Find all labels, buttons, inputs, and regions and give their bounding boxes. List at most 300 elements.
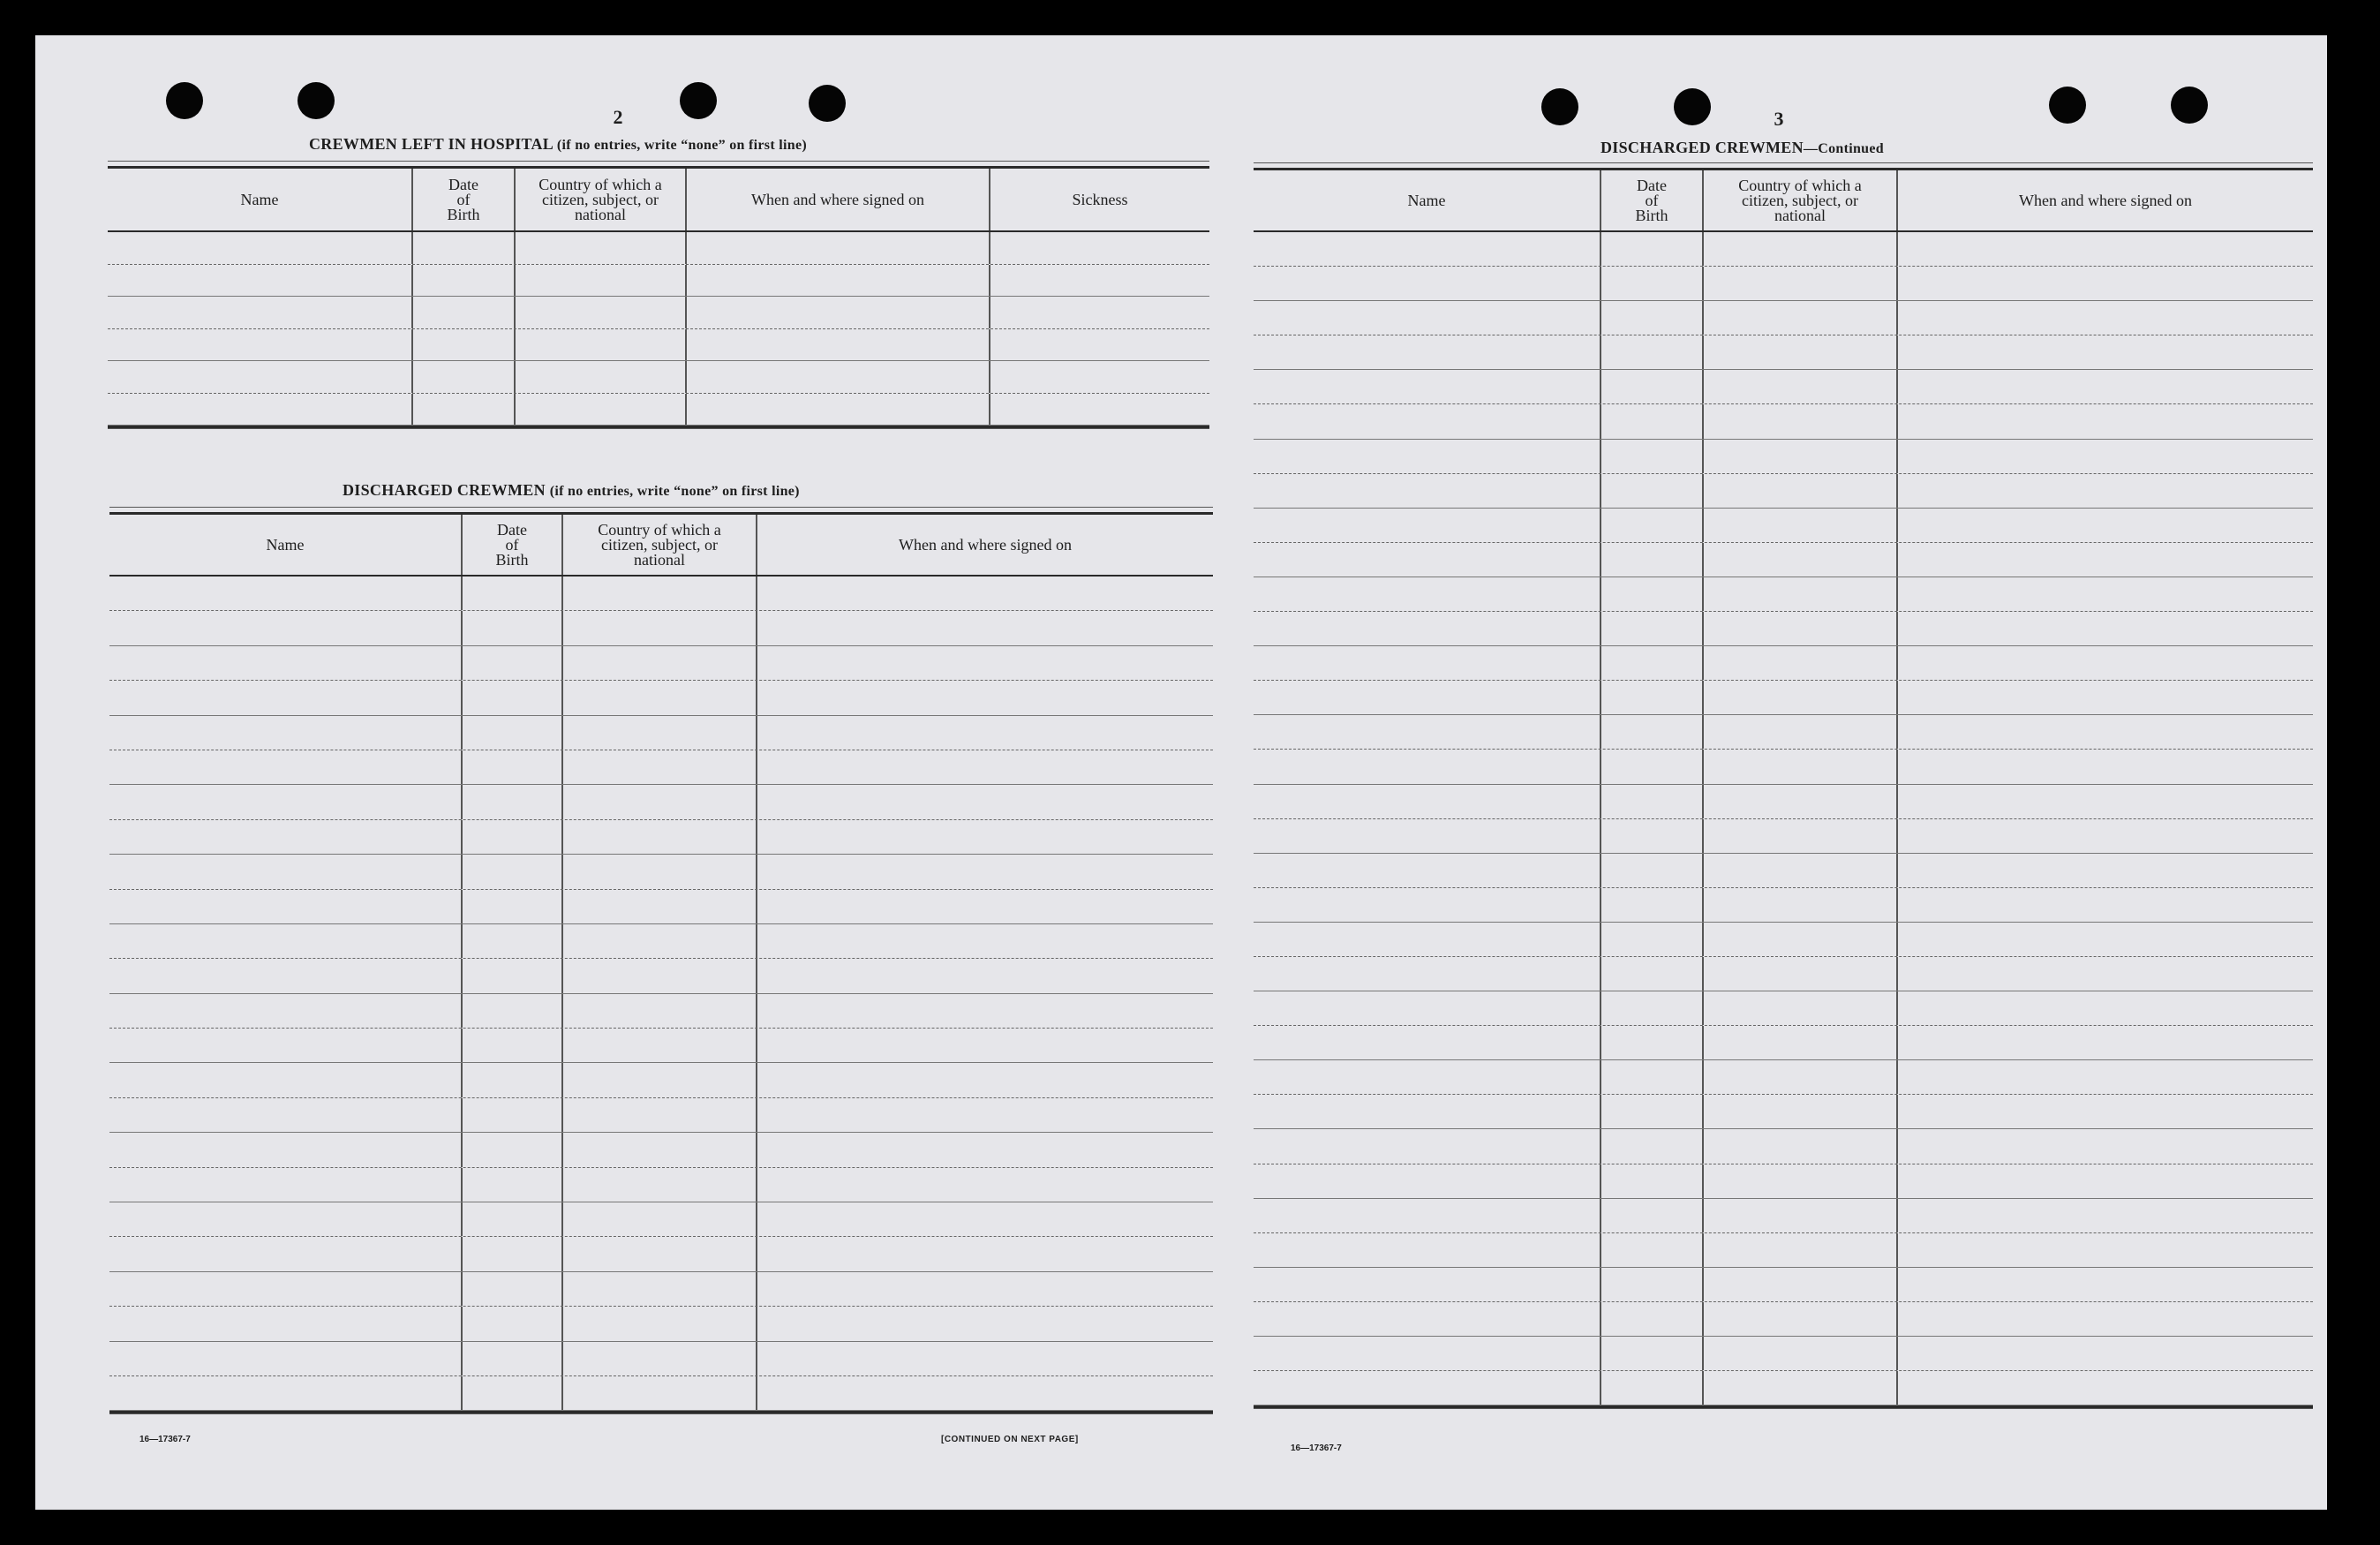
entry-cell[interactable] (1896, 440, 2313, 473)
entry-cell[interactable] (1702, 1164, 1896, 1198)
entry-cell[interactable] (756, 1063, 1213, 1097)
entry-cell[interactable] (1896, 1060, 2313, 1094)
entry-cell[interactable] (514, 329, 685, 361)
entry-cell[interactable] (1254, 1164, 1600, 1198)
entry-cell[interactable] (461, 1342, 561, 1375)
entry-cell[interactable] (1896, 991, 2313, 1025)
entry-cell[interactable] (108, 265, 411, 297)
entry-cell[interactable] (561, 1063, 756, 1097)
entry-cell[interactable] (1896, 854, 2313, 887)
entry-cell[interactable] (411, 329, 514, 361)
entry-cell[interactable] (461, 890, 561, 923)
table-row (109, 785, 1213, 819)
entry-cell[interactable] (756, 1133, 1213, 1166)
entry-cell[interactable] (1254, 404, 1600, 438)
entry-cell[interactable] (1600, 819, 1702, 853)
entry-cell[interactable] (685, 265, 989, 297)
entry-cell[interactable] (1702, 819, 1896, 853)
entry-cell[interactable] (1702, 1302, 1896, 1336)
entry-cell[interactable] (756, 1307, 1213, 1340)
entry-cell[interactable] (756, 785, 1213, 818)
entry-cell[interactable] (756, 924, 1213, 958)
entry-cell[interactable] (756, 820, 1213, 854)
punch-hole-icon (1541, 88, 1578, 125)
entry-cell[interactable] (1254, 646, 1600, 680)
entry-cell[interactable] (461, 1307, 561, 1340)
entry-cell[interactable] (1896, 785, 2313, 818)
entry-cell[interactable] (411, 394, 514, 426)
entry-cell[interactable] (1600, 923, 1702, 956)
table-row (1254, 1371, 2313, 1406)
entry-cell[interactable] (1600, 1199, 1702, 1232)
table-row (109, 681, 1213, 715)
entry-cell[interactable] (1702, 1233, 1896, 1267)
entry-cell[interactable] (1896, 1371, 2313, 1405)
entry-cell[interactable] (561, 577, 756, 610)
entry-cell[interactable] (1702, 612, 1896, 645)
entry-cell[interactable] (561, 1133, 756, 1166)
entry-cell[interactable] (561, 1307, 756, 1340)
entry-cell[interactable] (1254, 267, 1600, 300)
entry-cell[interactable] (108, 394, 411, 426)
entry-cell[interactable] (109, 1272, 461, 1306)
entry-cell[interactable] (1254, 301, 1600, 335)
entry-cell[interactable] (411, 297, 514, 328)
entry-cell[interactable] (756, 890, 1213, 923)
entry-cell[interactable] (685, 361, 989, 393)
entry-cell[interactable] (514, 232, 685, 264)
entry-cell[interactable] (461, 1202, 561, 1236)
entry-cell[interactable] (1254, 335, 1600, 369)
discharged-table (109, 512, 1213, 1414)
table-row (1254, 404, 2313, 439)
table-body (109, 577, 1213, 1411)
entry-cell[interactable] (1254, 1233, 1600, 1267)
entry-cell[interactable] (1896, 715, 2313, 749)
entry-cell[interactable] (1600, 715, 1702, 749)
entry-cell[interactable] (1600, 1233, 1702, 1267)
entry-cell[interactable] (1896, 1302, 2313, 1336)
entry-cell[interactable] (756, 716, 1213, 750)
entry-cell[interactable] (756, 1168, 1213, 1202)
entry-cell[interactable] (109, 1063, 461, 1097)
entry-cell[interactable] (514, 361, 685, 393)
entry-cell[interactable] (756, 1029, 1213, 1062)
entry-cell[interactable] (461, 1133, 561, 1166)
entry-cell[interactable] (461, 646, 561, 680)
entry-cell[interactable] (461, 959, 561, 992)
entry-cell[interactable] (109, 1376, 461, 1410)
entry-cell[interactable] (1896, 1095, 2313, 1128)
entry-cell[interactable] (109, 611, 461, 644)
entry-cell[interactable] (1254, 923, 1600, 956)
table-row (1254, 232, 2313, 267)
entry-cell[interactable] (1600, 991, 1702, 1025)
entry-cell[interactable] (109, 959, 461, 992)
entry-cell[interactable] (1600, 888, 1702, 922)
entry-cell[interactable] (461, 716, 561, 750)
entry-cell[interactable] (1600, 1060, 1702, 1094)
entry-cell[interactable] (1254, 681, 1600, 714)
entry-cell[interactable] (989, 232, 1209, 264)
table-row (1254, 1164, 2313, 1199)
entry-cell[interactable] (561, 750, 756, 784)
entry-cell[interactable] (989, 297, 1209, 328)
entry-cell[interactable] (109, 1202, 461, 1236)
entry-cell[interactable] (109, 855, 461, 888)
table-row (1254, 474, 2313, 509)
entry-cell[interactable] (756, 1376, 1213, 1410)
column-header: When and where signed on (685, 169, 989, 230)
entry-cell[interactable] (461, 785, 561, 818)
entry-cell[interactable] (461, 1376, 561, 1410)
entry-cell[interactable] (1600, 612, 1702, 645)
entry-cell[interactable] (1254, 543, 1600, 577)
entry-cell[interactable] (1600, 404, 1702, 438)
column-header: Country of which a citizen, subject, or national (561, 515, 756, 575)
table-row (109, 1202, 1213, 1237)
entry-cell[interactable] (461, 681, 561, 714)
entry-cell[interactable] (561, 785, 756, 818)
entry-cell[interactable] (1254, 370, 1600, 403)
entry-cell[interactable] (1600, 1337, 1702, 1370)
entry-cell[interactable] (514, 297, 685, 328)
entry-cell[interactable] (756, 577, 1213, 610)
entry-cell[interactable] (1600, 1095, 1702, 1128)
entry-cell[interactable] (1702, 1199, 1896, 1232)
entry-cell[interactable] (989, 394, 1209, 426)
entry-cell[interactable] (756, 646, 1213, 680)
entry-cell[interactable] (756, 1272, 1213, 1306)
entry-cell[interactable] (461, 1272, 561, 1306)
entry-cell[interactable] (1896, 232, 2313, 266)
entry-cell[interactable] (1702, 543, 1896, 577)
entry-cell[interactable] (1254, 1268, 1600, 1301)
entry-cell[interactable] (461, 577, 561, 610)
entry-cell[interactable] (1254, 991, 1600, 1025)
entry-cell[interactable] (461, 1098, 561, 1132)
entry-cell[interactable] (1600, 370, 1702, 403)
entry-cell[interactable] (1896, 474, 2313, 508)
entry-cell[interactable] (1600, 1026, 1702, 1059)
entry-cell[interactable] (1702, 785, 1896, 818)
entry-cell[interactable] (561, 959, 756, 992)
entry-cell[interactable] (1600, 232, 1702, 266)
entry-cell[interactable] (1254, 1129, 1600, 1163)
table-row (109, 716, 1213, 750)
entry-cell[interactable] (561, 681, 756, 714)
entry-cell[interactable] (1600, 681, 1702, 714)
entry-cell[interactable] (461, 1029, 561, 1062)
table-header (1254, 170, 2313, 232)
entry-cell[interactable] (1254, 509, 1600, 542)
entry-cell[interactable] (561, 1237, 756, 1270)
entry-cell[interactable] (1702, 577, 1896, 611)
entry-cell[interactable] (109, 924, 461, 958)
column-header: Date of Birth (1600, 170, 1702, 230)
entry-cell[interactable] (1254, 1302, 1600, 1336)
entry-cell[interactable] (1600, 577, 1702, 611)
entry-cell[interactable] (411, 361, 514, 393)
entry-cell[interactable] (561, 716, 756, 750)
punch-hole-icon (680, 82, 717, 119)
entry-cell[interactable] (1600, 854, 1702, 887)
table-row (1254, 957, 2313, 991)
entry-cell[interactable] (461, 1063, 561, 1097)
entry-cell[interactable] (109, 1029, 461, 1062)
entry-cell[interactable] (1702, 1060, 1896, 1094)
table-row (109, 1307, 1213, 1341)
entry-cell[interactable] (109, 716, 461, 750)
discharged-title-text: DISCHARGED CREWMEN (343, 481, 546, 499)
entry-cell[interactable] (1254, 785, 1600, 818)
entry-cell[interactable] (461, 611, 561, 644)
entry-cell[interactable] (1896, 681, 2313, 714)
entry-cell[interactable] (1896, 957, 2313, 991)
entry-cell[interactable] (561, 611, 756, 644)
entry-cell[interactable] (1600, 1129, 1702, 1163)
entry-cell[interactable] (1896, 370, 2313, 403)
entry-cell[interactable] (1254, 819, 1600, 853)
entry-cell[interactable] (1896, 1026, 2313, 1059)
entry-cell[interactable] (109, 1098, 461, 1132)
entry-cell[interactable] (109, 577, 461, 610)
column-header: Name (240, 190, 279, 208)
entry-cell[interactable] (1600, 267, 1702, 300)
table-body (1254, 232, 2313, 1406)
entry-cell[interactable] (561, 1168, 756, 1202)
entry-cell[interactable] (1254, 1095, 1600, 1128)
entry-cell[interactable] (461, 855, 561, 888)
entry-cell[interactable] (1600, 440, 1702, 473)
entry-cell[interactable] (109, 1342, 461, 1375)
entry-cell[interactable] (1600, 750, 1702, 783)
entry-cell[interactable] (685, 297, 989, 328)
entry-cell[interactable] (756, 1098, 1213, 1132)
entry-cell[interactable] (461, 994, 561, 1028)
entry-cell[interactable] (685, 232, 989, 264)
entry-cell[interactable] (1896, 1268, 2313, 1301)
entry-cell[interactable] (1600, 1371, 1702, 1405)
entry-cell[interactable] (411, 265, 514, 297)
entry-cell[interactable] (109, 994, 461, 1028)
entry-cell[interactable] (1702, 404, 1896, 438)
entry-cell[interactable] (1254, 715, 1600, 749)
page-number: 3 (1774, 108, 1784, 130)
table-row (1254, 543, 2313, 577)
table-row (108, 265, 1209, 298)
entry-cell[interactable] (1702, 750, 1896, 783)
hospital-title-note: (if no entries, write “none” on first line) (556, 138, 807, 153)
entry-cell[interactable] (1254, 854, 1600, 887)
table-row (1254, 819, 2313, 854)
entry-cell[interactable] (109, 1237, 461, 1270)
entry-cell[interactable] (1254, 440, 1600, 473)
entry-cell[interactable] (109, 646, 461, 680)
entry-cell[interactable] (1702, 1371, 1896, 1405)
entry-cell[interactable] (1254, 1337, 1600, 1370)
entry-cell[interactable] (1702, 1026, 1896, 1059)
entry-cell[interactable] (1254, 1199, 1600, 1232)
entry-cell[interactable] (1254, 474, 1600, 508)
column-header: Name (1407, 191, 1446, 209)
entry-cell[interactable] (514, 394, 685, 426)
entry-cell[interactable] (1702, 1337, 1896, 1370)
entry-cell[interactable] (461, 924, 561, 958)
entry-cell[interactable] (561, 1376, 756, 1410)
table-footer-rule (109, 1411, 1213, 1414)
entry-cell[interactable] (561, 1202, 756, 1236)
entry-cell[interactable] (1600, 509, 1702, 542)
entry-cell[interactable] (756, 1342, 1213, 1375)
entry-cell[interactable] (1600, 1302, 1702, 1336)
entry-cell[interactable] (756, 1202, 1213, 1236)
entry-cell[interactable] (108, 361, 411, 393)
entry-cell[interactable] (1702, 923, 1896, 956)
entry-cell[interactable] (756, 750, 1213, 784)
entry-cell[interactable] (561, 924, 756, 958)
entry-cell[interactable] (108, 297, 411, 328)
entry-cell[interactable] (1254, 1026, 1600, 1059)
table-row (109, 959, 1213, 993)
table-row (1254, 1060, 2313, 1095)
entry-cell[interactable] (756, 611, 1213, 644)
entry-cell[interactable] (461, 1237, 561, 1270)
entry-cell[interactable] (108, 232, 411, 264)
entry-cell[interactable] (1600, 301, 1702, 335)
entry-cell[interactable] (109, 1307, 461, 1340)
entry-cell[interactable] (1896, 404, 2313, 438)
entry-cell[interactable] (1254, 957, 1600, 991)
entry-cell[interactable] (561, 1098, 756, 1132)
entry-cell[interactable] (1254, 1060, 1600, 1094)
entry-cell[interactable] (561, 1272, 756, 1306)
entry-cell[interactable] (461, 1168, 561, 1202)
discharged-continued-note: —Continued (1803, 141, 1884, 156)
entry-cell[interactable] (461, 820, 561, 854)
discharged-continued-title-text: DISCHARGED CREWMEN (1600, 139, 1804, 156)
entry-cell[interactable] (1896, 301, 2313, 335)
table-row (1254, 335, 2313, 370)
entry-cell[interactable] (109, 750, 461, 784)
entry-cell[interactable] (1254, 232, 1600, 266)
entry-cell[interactable] (1702, 854, 1896, 887)
entry-cell[interactable] (1702, 509, 1896, 542)
entry-cell[interactable] (1702, 957, 1896, 991)
entry-cell[interactable] (1600, 1268, 1702, 1301)
entry-cell[interactable] (1600, 1164, 1702, 1198)
table-row (109, 1376, 1213, 1411)
entry-cell[interactable] (109, 681, 461, 714)
entry-cell[interactable] (1254, 612, 1600, 645)
entry-cell[interactable] (1600, 474, 1702, 508)
entry-cell[interactable] (561, 1029, 756, 1062)
entry-cell[interactable] (1896, 750, 2313, 783)
entry-cell[interactable] (109, 820, 461, 854)
entry-cell[interactable] (561, 855, 756, 888)
entry-cell[interactable] (1702, 681, 1896, 714)
entry-cell[interactable] (1702, 646, 1896, 680)
entry-cell[interactable] (561, 1342, 756, 1375)
hospital-table (108, 166, 1209, 429)
entry-cell[interactable] (1896, 543, 2313, 577)
entry-cell[interactable] (1702, 715, 1896, 749)
entry-cell[interactable] (1702, 232, 1896, 266)
entry-cell[interactable] (1702, 991, 1896, 1025)
entry-cell[interactable] (1254, 888, 1600, 922)
entry-cell[interactable] (109, 1133, 461, 1166)
entry-cell[interactable] (989, 329, 1209, 361)
entry-cell[interactable] (1702, 440, 1896, 473)
entry-cell[interactable] (1702, 335, 1896, 369)
entry-cell[interactable] (1702, 474, 1896, 508)
entry-cell[interactable] (561, 994, 756, 1028)
entry-cell[interactable] (756, 855, 1213, 888)
entry-cell[interactable] (1896, 1164, 2313, 1198)
entry-cell[interactable] (1896, 1337, 2313, 1370)
entry-cell[interactable] (109, 785, 461, 818)
entry-cell[interactable] (1702, 1129, 1896, 1163)
entry-cell[interactable] (1600, 543, 1702, 577)
entry-cell[interactable] (109, 890, 461, 923)
entry-cell[interactable] (989, 361, 1209, 393)
entry-cell[interactable] (1896, 1199, 2313, 1232)
entry-cell[interactable] (1702, 301, 1896, 335)
entry-cell[interactable] (411, 232, 514, 264)
entry-cell[interactable] (1896, 646, 2313, 680)
entry-cell[interactable] (1702, 1095, 1896, 1128)
entry-cell[interactable] (1896, 267, 2313, 300)
entry-cell[interactable] (1600, 957, 1702, 991)
entry-cell[interactable] (989, 265, 1209, 297)
entry-cell[interactable] (514, 265, 685, 297)
entry-cell[interactable] (561, 890, 756, 923)
entry-cell[interactable] (756, 681, 1213, 714)
entry-cell[interactable] (1896, 577, 2313, 611)
entry-cell[interactable] (1896, 888, 2313, 922)
entry-cell[interactable] (685, 329, 989, 361)
entry-cell[interactable] (1702, 888, 1896, 922)
entry-cell[interactable] (1600, 335, 1702, 369)
entry-cell[interactable] (756, 1237, 1213, 1270)
entry-cell[interactable] (1702, 370, 1896, 403)
table-row (109, 1342, 1213, 1376)
entry-cell[interactable] (1702, 267, 1896, 300)
entry-cell[interactable] (109, 1168, 461, 1202)
entry-cell[interactable] (1896, 1233, 2313, 1267)
entry-cell[interactable] (1896, 335, 2313, 369)
entry-cell[interactable] (756, 959, 1213, 992)
entry-cell[interactable] (1896, 923, 2313, 956)
entry-cell[interactable] (1254, 577, 1600, 611)
entry-cell[interactable] (1896, 509, 2313, 542)
entry-cell[interactable] (461, 750, 561, 784)
entry-cell[interactable] (1896, 612, 2313, 645)
entry-cell[interactable] (685, 394, 989, 426)
entry-cell[interactable] (1600, 646, 1702, 680)
entry-cell[interactable] (1896, 1129, 2313, 1163)
entry-cell[interactable] (1254, 750, 1600, 783)
entry-cell[interactable] (1702, 1268, 1896, 1301)
entry-cell[interactable] (108, 329, 411, 361)
entry-cell[interactable] (756, 994, 1213, 1028)
entry-cell[interactable] (1896, 819, 2313, 853)
entry-cell[interactable] (561, 646, 756, 680)
table-row (108, 232, 1209, 265)
entry-cell[interactable] (1254, 1371, 1600, 1405)
entry-cell[interactable] (1600, 785, 1702, 818)
entry-cell[interactable] (561, 820, 756, 854)
